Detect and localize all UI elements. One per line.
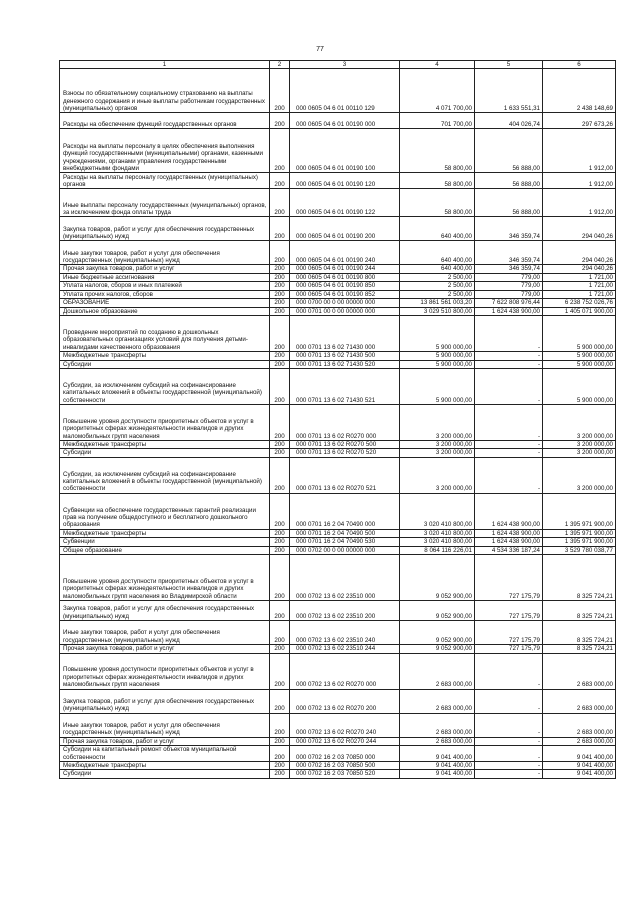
table-row [60, 746, 616, 762]
row-unexecuted-amount: 2 438 148,69 [543, 69, 616, 113]
row-approved-amount: 8 064 116 226,01 [400, 546, 475, 554]
row-approved-amount: 5 900 000,00 [400, 316, 475, 352]
row-budget-code: 000 0702 13 6 02 R0270 000 [290, 653, 400, 689]
row-executed-amount: 779,00 [475, 282, 543, 290]
row-name: Иные выплаты персоналу государственных (муниципальных) органов, за исключением фонда оплаты труда [60, 189, 270, 217]
row-approved-amount: 9 052 900,00 [400, 555, 475, 601]
row-approved-amount: 9 052 900,00 [400, 645, 475, 653]
row-name: Дошкольное образование [60, 307, 270, 315]
table-row [60, 601, 616, 621]
budget-execution-table [59, 60, 616, 779]
row-executed-amount: 727 175,79 [475, 645, 543, 653]
row-name: Иные закупки товаров, работ и услуг для обеспечения государственных (муниципальных) нужд [60, 621, 270, 645]
table-row [60, 737, 616, 745]
row-unexecuted-amount: 1 395 971 900,00 [543, 493, 616, 529]
row-executed-amount: 1 624 438 900,00 [475, 493, 543, 529]
row-executed-amount: - [475, 762, 543, 770]
row-line-code: 200 [270, 529, 290, 537]
row-budget-code: 000 0605 04 6 01 00190 120 [290, 173, 400, 189]
row-executed-amount: 1 624 438 900,00 [475, 529, 543, 537]
row-line-code: 200 [270, 360, 290, 368]
row-unexecuted-amount: 1 395 971 900,00 [543, 529, 616, 537]
row-name: Проведение мероприятий по созданию в дошкольных образовательных организациях условий для получения детьми-инвалидами качественного образования [60, 316, 270, 352]
row-executed-amount: 727 175,79 [475, 555, 543, 601]
table-row [60, 555, 616, 601]
row-line-code: 200 [270, 265, 290, 273]
row-line-code: 200 [270, 538, 290, 546]
row-executed-amount: 779,00 [475, 273, 543, 281]
row-executed-amount: 404 026,74 [475, 113, 543, 129]
row-approved-amount: 5 900 000,00 [400, 360, 475, 368]
row-unexecuted-amount: 9 041 400,00 [543, 746, 616, 762]
row-executed-amount: 727 175,79 [475, 601, 543, 621]
table-row [60, 538, 616, 546]
row-unexecuted-amount: 6 238 752 026,76 [543, 299, 616, 307]
row-line-code: 200 [270, 746, 290, 762]
row-budget-code: 000 0605 04 6 01 00190 240 [290, 241, 400, 265]
row-budget-code: 000 0702 13 6 02 23510 244 [290, 645, 400, 653]
row-name: Прочая закупка товаров, работ и услуг [60, 645, 270, 653]
row-approved-amount: 3 200 000,00 [400, 440, 475, 448]
row-name: Повышение уровня доступности приоритетных объектов и услуг в приоритетных сферах жизнедеятельности инвалидов и других маломобильных групп населения во Владимирской области [60, 555, 270, 601]
row-approved-amount: 9 041 400,00 [400, 770, 475, 778]
row-unexecuted-amount: 294 040,26 [543, 241, 616, 265]
row-unexecuted-amount: 297 673,26 [543, 113, 616, 129]
row-name: ОБРАЗОВАНИЕ [60, 299, 270, 307]
row-executed-amount: 1 624 438 900,00 [475, 538, 543, 546]
table-row [60, 493, 616, 529]
row-line-code: 200 [270, 555, 290, 601]
row-budget-code: 000 0605 04 6 01 00190 000 [290, 113, 400, 129]
row-line-code: 200 [270, 493, 290, 529]
row-approved-amount: 3 020 410 800,00 [400, 529, 475, 537]
row-approved-amount: 2 683 000,00 [400, 689, 475, 713]
row-budget-code: 000 0605 04 6 01 00190 244 [290, 265, 400, 273]
row-name: Повышение уровня доступности приоритетных объектов и услуг в приоритетных сферах жизнедеятельности инвалидов и других маломобильных групп населения [60, 404, 270, 440]
column-number: 2 [270, 61, 290, 69]
row-budget-code: 000 0605 04 6 01 00190 852 [290, 290, 400, 298]
row-unexecuted-amount: 1 912,00 [543, 189, 616, 217]
column-number: 1 [60, 61, 270, 69]
row-name: Иные закупки товаров, работ и услуг для обеспечения государственных (муниципальных) нужд [60, 713, 270, 737]
row-unexecuted-amount: 5 900 000,00 [543, 368, 616, 404]
row-budget-code: 000 0702 13 6 02 R0270 240 [290, 713, 400, 737]
row-budget-code: 000 0701 13 6 02 R0270 000 [290, 404, 400, 440]
table-row [60, 449, 616, 457]
row-unexecuted-amount: 3 200 000,00 [543, 457, 616, 493]
row-budget-code: 000 0701 16 2 04 70490 500 [290, 529, 400, 537]
row-unexecuted-amount: 1 912,00 [543, 173, 616, 189]
row-line-code: 200 [270, 449, 290, 457]
table-row [60, 360, 616, 368]
row-line-code: 200 [270, 241, 290, 265]
table-row [60, 189, 616, 217]
table-row [60, 273, 616, 281]
column-number: 4 [400, 61, 475, 69]
row-name: Субсидии, за исключением субсидий на софинансирование капитальных вложений в объекты государственной (муниципальной) собственности [60, 457, 270, 493]
row-budget-code: 000 0702 13 6 02 23510 240 [290, 621, 400, 645]
row-line-code: 200 [270, 645, 290, 653]
row-unexecuted-amount: 3 529 780 038,77 [543, 546, 616, 554]
row-executed-amount: - [475, 770, 543, 778]
row-unexecuted-amount: 8 325 724,21 [543, 601, 616, 621]
row-budget-code: 000 0605 04 6 01 00190 850 [290, 282, 400, 290]
row-name: Расходы на выплаты персоналу в целях обеспечения выполнения функций государственными (муниципальными) органами, казенными учреждениями, органами управления государственными внебюджетными фондами [60, 129, 270, 173]
row-name: Расходы на выплаты персоналу государственных (муниципальных) органов [60, 173, 270, 189]
table-row [60, 69, 616, 113]
row-executed-amount: - [475, 457, 543, 493]
column-number: 5 [475, 61, 543, 69]
row-line-code: 200 [270, 282, 290, 290]
row-executed-amount: 346 359,74 [475, 217, 543, 241]
table-row [60, 307, 616, 315]
row-budget-code: 000 0701 13 6 02 R0270 520 [290, 449, 400, 457]
row-approved-amount: 2 683 000,00 [400, 713, 475, 737]
table-row [60, 241, 616, 265]
row-line-code: 200 [270, 457, 290, 493]
row-unexecuted-amount: 3 200 000,00 [543, 440, 616, 448]
row-line-code: 200 [270, 404, 290, 440]
row-approved-amount: 701 700,00 [400, 113, 475, 129]
row-name: Субсидии, за исключением субсидий на софинансирование капитальных вложений в объекты государственной (муниципальной) собственности [60, 368, 270, 404]
row-approved-amount: 9 052 900,00 [400, 621, 475, 645]
row-approved-amount: 9 052 900,00 [400, 601, 475, 621]
row-unexecuted-amount: 1 395 971 900,00 [543, 538, 616, 546]
row-approved-amount: 3 029 510 800,00 [400, 307, 475, 315]
row-name: Закупка товаров, работ и услуг для обеспечения государственных (муниципальных) нужд [60, 601, 270, 621]
row-name: Иные бюджетные ассигнования [60, 273, 270, 281]
row-executed-amount: 56 888,00 [475, 129, 543, 173]
row-unexecuted-amount: 5 900 000,00 [543, 352, 616, 360]
row-name: Субсидии [60, 449, 270, 457]
row-executed-amount: 346 359,74 [475, 265, 543, 273]
table-row [60, 113, 616, 129]
row-executed-amount: - [475, 440, 543, 448]
row-budget-code: 000 0701 13 6 02 R0270 521 [290, 457, 400, 493]
row-name: Уплата налогов, сборов и иных платежей [60, 282, 270, 290]
row-approved-amount: 58 800,00 [400, 189, 475, 217]
row-line-code: 200 [270, 316, 290, 352]
table-row [60, 689, 616, 713]
row-line-code: 200 [270, 653, 290, 689]
row-executed-amount: 56 888,00 [475, 189, 543, 217]
row-unexecuted-amount: 5 900 000,00 [543, 360, 616, 368]
row-approved-amount: 2 500,00 [400, 273, 475, 281]
row-line-code: 200 [270, 113, 290, 129]
row-name: Субсидии [60, 360, 270, 368]
table-row [60, 770, 616, 778]
row-name: Повышение уровня доступности приоритетных объектов и услуг в приоритетных сферах жизнедеятельности инвалидов и других маломобильных групп населения [60, 653, 270, 689]
table-row [60, 299, 616, 307]
row-budget-code: 000 0605 04 6 01 00190 200 [290, 217, 400, 241]
page-number: 77 [316, 46, 324, 53]
row-unexecuted-amount: 1 721,00 [543, 290, 616, 298]
row-name: Закупка товаров, работ и услуг для обеспечения государственных (муниципальных) нужд [60, 689, 270, 713]
row-budget-code: 000 0701 13 6 02 71430 000 [290, 316, 400, 352]
row-approved-amount: 640 400,00 [400, 217, 475, 241]
table-row [60, 440, 616, 448]
row-executed-amount: - [475, 713, 543, 737]
row-unexecuted-amount: 8 325 724,21 [543, 555, 616, 601]
row-executed-amount: 7 622 808 976,44 [475, 299, 543, 307]
row-approved-amount: 2 500,00 [400, 290, 475, 298]
row-budget-code: 000 0702 13 6 02 R0270 200 [290, 689, 400, 713]
row-approved-amount: 3 200 000,00 [400, 457, 475, 493]
row-unexecuted-amount: 2 683 000,00 [543, 713, 616, 737]
row-line-code: 200 [270, 173, 290, 189]
row-approved-amount: 58 800,00 [400, 129, 475, 173]
row-line-code: 200 [270, 770, 290, 778]
row-name: Закупка товаров, работ и услуг для обеспечения государственных (муниципальных) нужд [60, 217, 270, 241]
row-approved-amount: 3 200 000,00 [400, 404, 475, 440]
row-executed-amount: - [475, 352, 543, 360]
row-budget-code: 000 0701 16 2 04 70490 530 [290, 538, 400, 546]
row-unexecuted-amount: 1 405 071 900,00 [543, 307, 616, 315]
row-line-code: 200 [270, 69, 290, 113]
row-unexecuted-amount: 294 040,26 [543, 217, 616, 241]
row-line-code: 200 [270, 689, 290, 713]
row-unexecuted-amount: 5 900 000,00 [543, 316, 616, 352]
table-row [60, 129, 616, 173]
row-approved-amount: 4 071 700,00 [400, 69, 475, 113]
row-name: Общее образование [60, 546, 270, 554]
row-approved-amount: 9 041 400,00 [400, 762, 475, 770]
row-approved-amount: 640 400,00 [400, 241, 475, 265]
row-approved-amount: 2 500,00 [400, 282, 475, 290]
table-row [60, 217, 616, 241]
row-unexecuted-amount: 294 040,26 [543, 265, 616, 273]
row-unexecuted-amount: 2 683 000,00 [543, 737, 616, 745]
row-approved-amount: 2 683 000,00 [400, 737, 475, 745]
row-budget-code: 000 0605 04 6 01 00190 100 [290, 129, 400, 173]
table-row [60, 290, 616, 298]
column-number-row [60, 61, 616, 69]
row-budget-code: 000 0701 13 6 02 71430 520 [290, 360, 400, 368]
row-name: Иные закупки товаров, работ и услуг для обеспечения государственных (муниципальных) нужд [60, 241, 270, 265]
row-name: Субвенции [60, 538, 270, 546]
table-row [60, 762, 616, 770]
row-budget-code: 000 0702 00 0 00 00000 000 [290, 546, 400, 554]
row-executed-amount: - [475, 737, 543, 745]
row-line-code: 200 [270, 273, 290, 281]
row-line-code: 200 [270, 621, 290, 645]
row-approved-amount: 3 020 410 800,00 [400, 538, 475, 546]
row-executed-amount: 727 175,79 [475, 621, 543, 645]
row-unexecuted-amount: 2 683 000,00 [543, 689, 616, 713]
row-approved-amount: 5 900 000,00 [400, 352, 475, 360]
row-approved-amount: 9 041 400,00 [400, 746, 475, 762]
row-line-code: 200 [270, 189, 290, 217]
row-name: Прочая закупка товаров, работ и услуг [60, 265, 270, 273]
row-line-code: 200 [270, 290, 290, 298]
row-name: Субвенции на обеспечение государственных гарантий реализации прав на получение общедоступного и бесплатного дошкольного образования [60, 493, 270, 529]
row-executed-amount: 346 359,74 [475, 241, 543, 265]
table-row [60, 265, 616, 273]
row-executed-amount: 1 624 438 900,00 [475, 307, 543, 315]
row-name: Межбюджетные трансферты [60, 762, 270, 770]
row-unexecuted-amount: 9 041 400,00 [543, 762, 616, 770]
row-executed-amount: 56 888,00 [475, 173, 543, 189]
row-line-code: 200 [270, 217, 290, 241]
row-budget-code: 000 0605 04 6 01 00190 122 [290, 189, 400, 217]
row-executed-amount: - [475, 653, 543, 689]
row-name: Межбюджетные трансферты [60, 440, 270, 448]
row-line-code: 200 [270, 546, 290, 554]
row-budget-code: 000 0701 13 6 02 71430 500 [290, 352, 400, 360]
row-name: Межбюджетные трансферты [60, 529, 270, 537]
row-unexecuted-amount: 1 912,00 [543, 129, 616, 173]
table-row [60, 546, 616, 554]
row-line-code: 200 [270, 299, 290, 307]
row-approved-amount: 13 861 561 003,20 [400, 299, 475, 307]
row-executed-amount: - [475, 689, 543, 713]
row-approved-amount: 5 900 000,00 [400, 368, 475, 404]
row-line-code: 200 [270, 762, 290, 770]
row-name: Прочая закупка товаров, работ и услуг [60, 737, 270, 745]
row-budget-code: 000 0701 00 0 00 00000 000 [290, 307, 400, 315]
row-executed-amount: 779,00 [475, 290, 543, 298]
row-executed-amount: - [475, 449, 543, 457]
row-budget-code: 000 0605 04 6 01 00110 129 [290, 69, 400, 113]
column-number: 3 [290, 61, 400, 69]
row-executed-amount: 1 633 551,31 [475, 69, 543, 113]
row-executed-amount: - [475, 746, 543, 762]
table-row [60, 352, 616, 360]
row-name: Субсидии [60, 770, 270, 778]
table-row [60, 404, 616, 440]
row-budget-code: 000 0702 16 2 03 70850 500 [290, 762, 400, 770]
row-line-code: 200 [270, 440, 290, 448]
row-executed-amount: - [475, 404, 543, 440]
row-approved-amount: 640 400,00 [400, 265, 475, 273]
row-name: Расходы на обеспечение функций государственных органов [60, 113, 270, 129]
row-name: Межбюджетные трансферты [60, 352, 270, 360]
table-row [60, 621, 616, 645]
table-row [60, 653, 616, 689]
row-budget-code: 000 0605 04 6 01 00190 800 [290, 273, 400, 281]
row-unexecuted-amount: 3 200 000,00 [543, 404, 616, 440]
row-line-code: 200 [270, 601, 290, 621]
row-budget-code: 000 0700 00 0 00 00000 000 [290, 299, 400, 307]
row-name: Субсидии на капитальный ремонт объектов муниципальной собственности [60, 746, 270, 762]
row-executed-amount: - [475, 368, 543, 404]
table-row [60, 457, 616, 493]
table-row [60, 529, 616, 537]
row-approved-amount: 2 683 000,00 [400, 653, 475, 689]
row-budget-code: 000 0702 13 6 02 23510 200 [290, 601, 400, 621]
row-line-code: 200 [270, 368, 290, 404]
row-approved-amount: 3 200 000,00 [400, 449, 475, 457]
row-unexecuted-amount: 8 325 724,21 [543, 621, 616, 645]
row-name: Уплата прочих налогов, сборов [60, 290, 270, 298]
row-budget-code: 000 0702 16 2 03 70850 000 [290, 746, 400, 762]
row-unexecuted-amount: 1 721,00 [543, 282, 616, 290]
row-executed-amount: - [475, 360, 543, 368]
table-row [60, 282, 616, 290]
row-line-code: 200 [270, 352, 290, 360]
row-unexecuted-amount: 8 325 724,21 [543, 645, 616, 653]
table-row [60, 713, 616, 737]
table-row [60, 173, 616, 189]
row-line-code: 200 [270, 713, 290, 737]
row-budget-code: 000 0701 13 6 02 71430 521 [290, 368, 400, 404]
row-budget-code: 000 0702 13 6 02 23510 000 [290, 555, 400, 601]
row-unexecuted-amount: 2 683 000,00 [543, 653, 616, 689]
row-unexecuted-amount: 9 041 400,00 [543, 770, 616, 778]
row-executed-amount: 4 534 336 187,24 [475, 546, 543, 554]
row-budget-code: 000 0702 13 6 02 R0270 244 [290, 737, 400, 745]
row-budget-code: 000 0701 13 6 02 R0270 500 [290, 440, 400, 448]
row-unexecuted-amount: 3 200 000,00 [543, 449, 616, 457]
row-name: Взносы по обязательному социальному страхованию на выплаты денежного содержания и иные выплаты работникам государственных (муниципальных) органов [60, 69, 270, 113]
row-line-code: 200 [270, 737, 290, 745]
row-approved-amount: 58 800,00 [400, 173, 475, 189]
row-line-code: 200 [270, 129, 290, 173]
table-row [60, 645, 616, 653]
row-executed-amount: - [475, 316, 543, 352]
table-row [60, 316, 616, 352]
row-line-code: 200 [270, 307, 290, 315]
row-approved-amount: 3 020 410 800,00 [400, 493, 475, 529]
table-row [60, 368, 616, 404]
row-budget-code: 000 0702 16 2 03 70850 520 [290, 770, 400, 778]
row-unexecuted-amount: 1 721,00 [543, 273, 616, 281]
column-number: 6 [543, 61, 616, 69]
row-budget-code: 000 0701 16 2 04 70490 000 [290, 493, 400, 529]
